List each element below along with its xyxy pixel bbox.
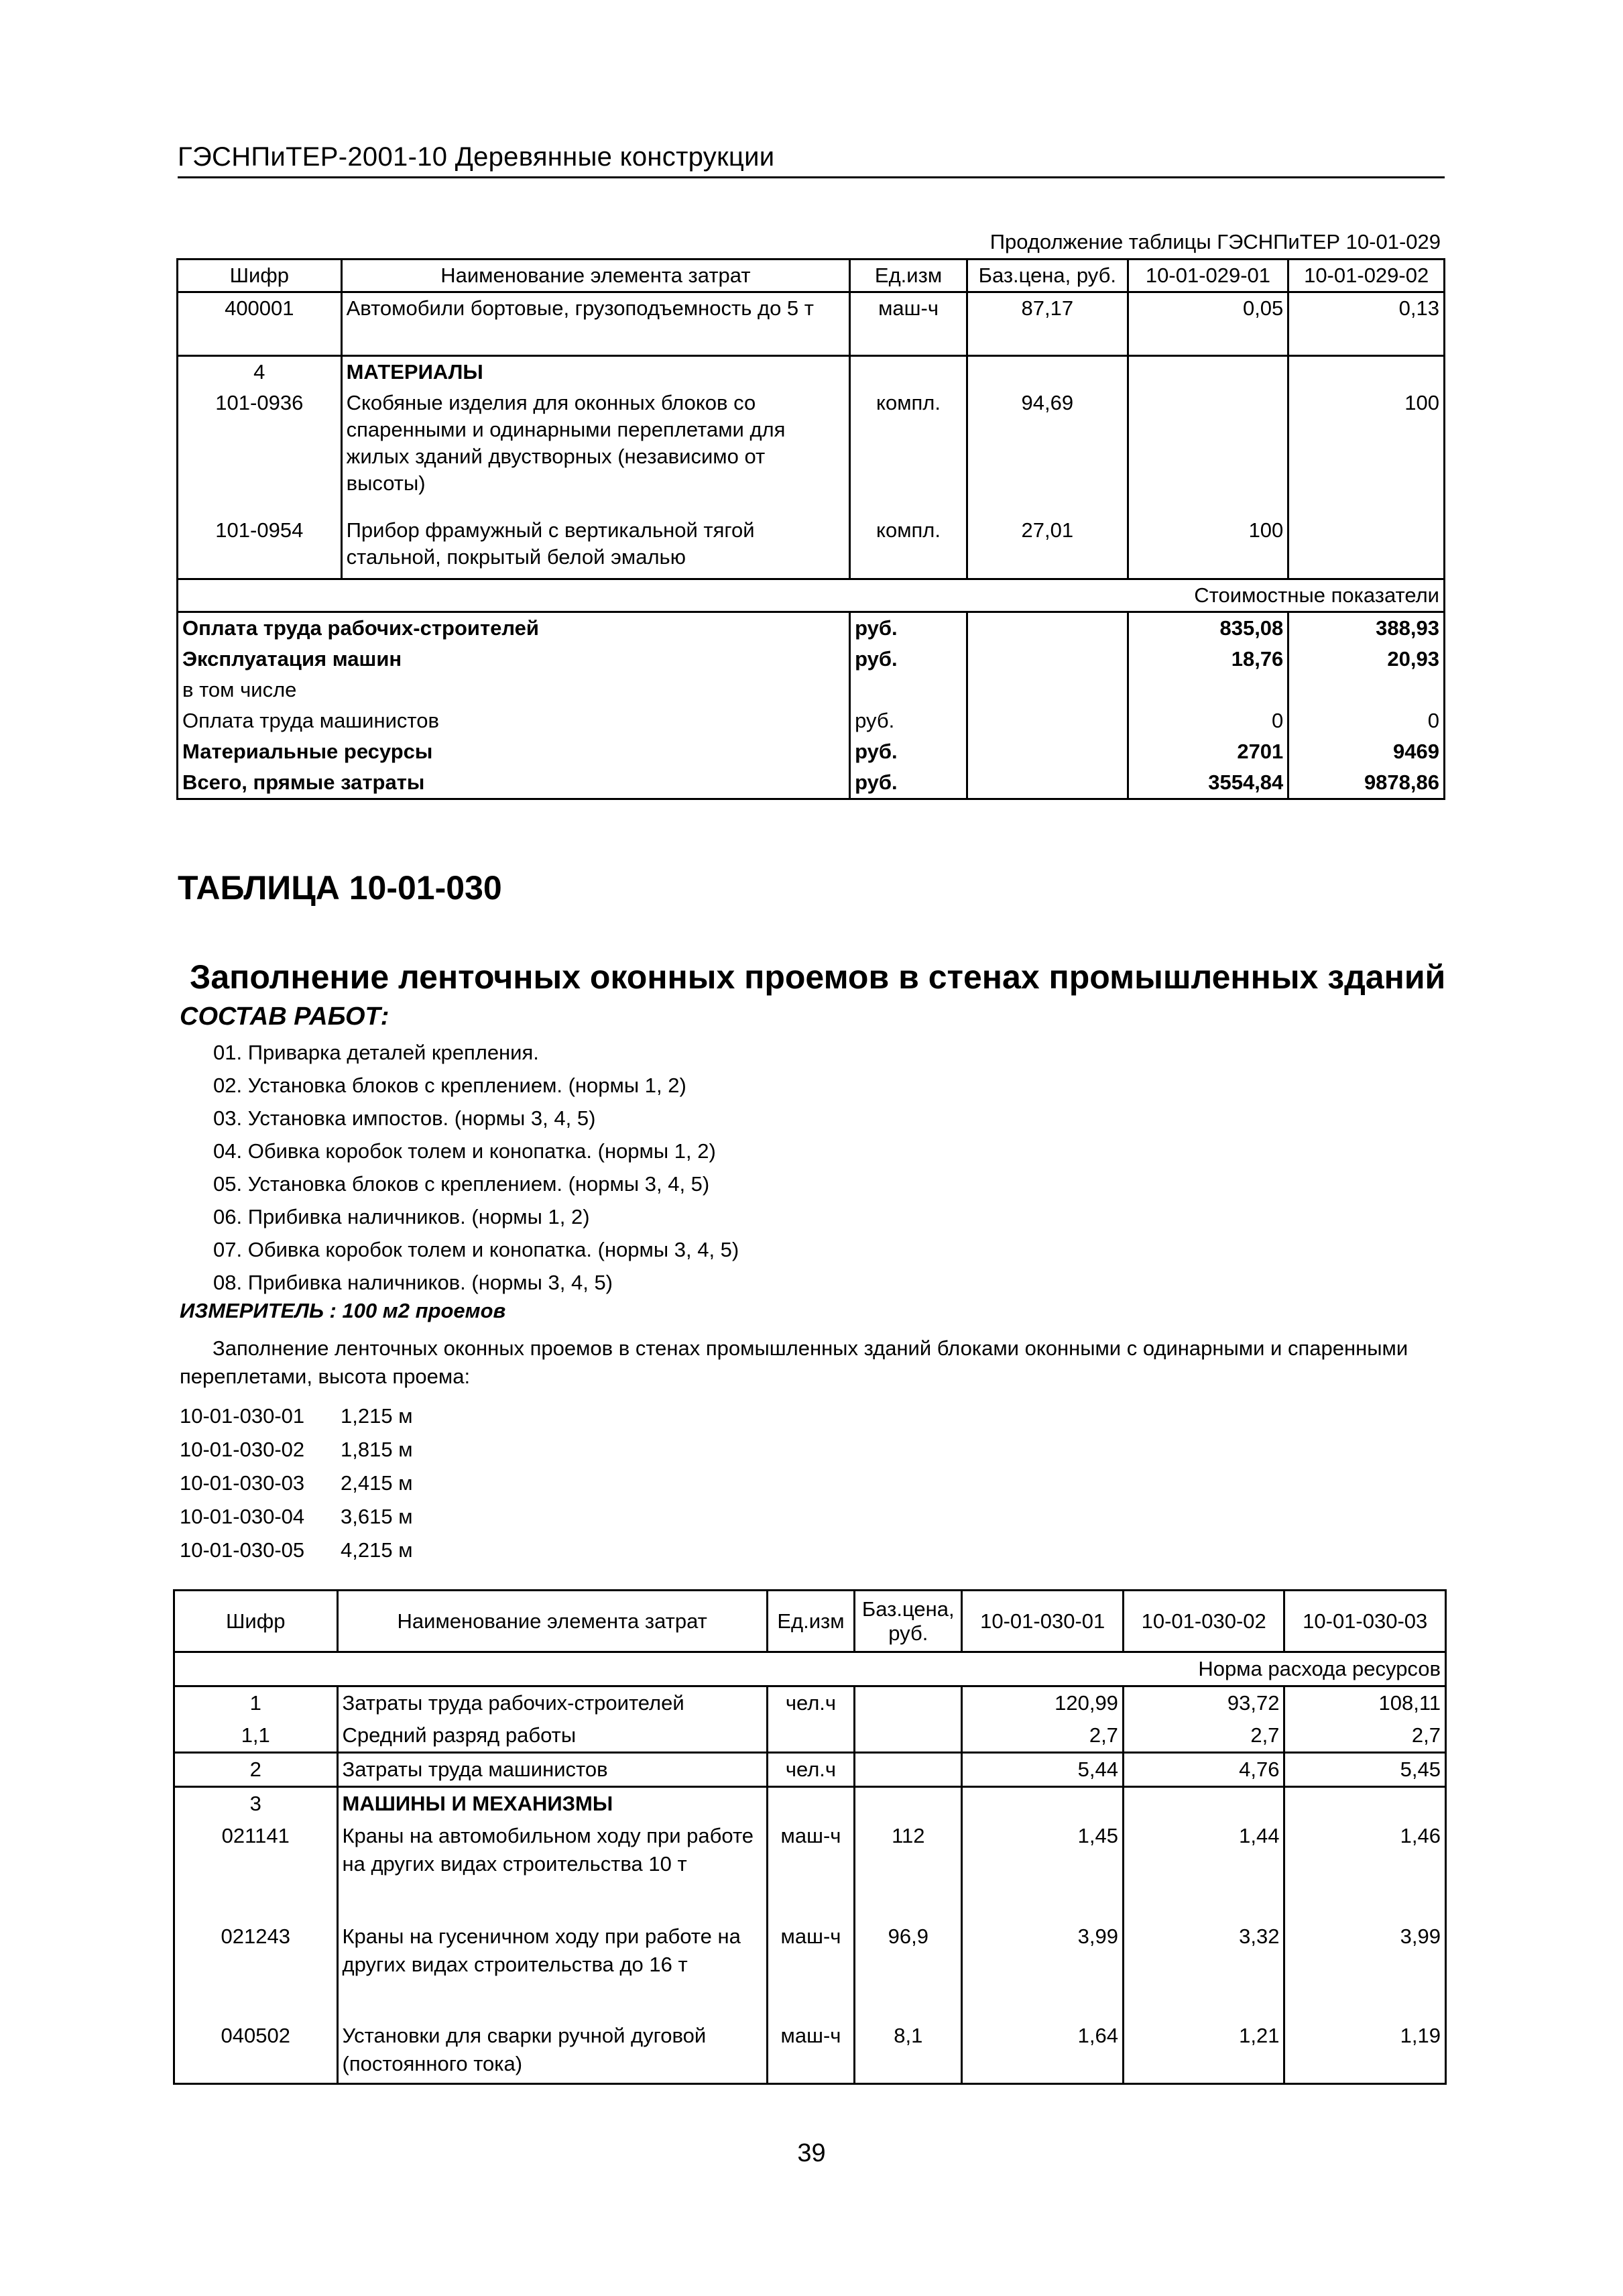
- list-item: [180, 1500, 413, 1534]
- norm-height: 2,415 м: [341, 1471, 413, 1495]
- list-item: 03. Установка импостов. (нормы 3, 4, 5): [213, 1106, 596, 1130]
- table-row: [174, 1820, 1446, 1920]
- table-10-01-029: [176, 258, 1445, 800]
- cell-value: 1,46: [1284, 1820, 1446, 1920]
- page-number: 39: [797, 2139, 826, 2167]
- norm-height: 1,215 м: [341, 1404, 413, 1428]
- cell-value: 3,32: [1123, 1920, 1284, 2020]
- cell-value: 0,05: [1128, 292, 1288, 356]
- cell-name: Затраты труда рабочих-строителей: [337, 1686, 767, 1720]
- cost-unit: руб.: [850, 767, 967, 799]
- cell-value: 1,64: [962, 2020, 1124, 2083]
- cell-code: 101-0936: [178, 388, 342, 515]
- cost-label: Эксплуатация машин: [178, 644, 850, 675]
- cell-value: 100: [1288, 388, 1445, 515]
- cost-row: [178, 705, 1445, 736]
- cell-value: [1123, 1787, 1284, 1821]
- cost-value: 0: [1128, 705, 1288, 736]
- cost-label: Оплата труда машинистов: [178, 705, 850, 736]
- cell-unit: маш-ч: [767, 1920, 854, 2020]
- table-header-row: [178, 260, 1445, 292]
- cell-price: [855, 1787, 962, 1821]
- list-item: [180, 1433, 413, 1467]
- norm-code: 10-01-030-05: [180, 1538, 305, 1562]
- cell-code: 021141: [174, 1820, 338, 1920]
- cost-unit: [850, 675, 967, 705]
- cell-price: [855, 1719, 962, 1753]
- list-item: [180, 1399, 413, 1433]
- cost-unit: руб.: [850, 705, 967, 736]
- cell-code: 4: [178, 356, 342, 388]
- list-item: 07. Обивка коробок толем и конопатка. (нормы 3, 4, 5): [213, 1238, 739, 1261]
- cell-name: МАТЕРИАЛЫ: [341, 356, 850, 388]
- list-item: 08. Прибивка наличников. (нормы 3, 4, 5): [213, 1271, 613, 1294]
- cell-unit: маш-ч: [850, 292, 967, 356]
- work-list: [213, 1036, 739, 1299]
- cell-value: [1288, 515, 1445, 579]
- column-header: 10-01-029-01: [1128, 260, 1288, 292]
- norm-code: 10-01-030-03: [180, 1471, 305, 1495]
- cell-value: 2,7: [962, 1719, 1124, 1753]
- table-row: [178, 388, 1445, 515]
- cost-row: [178, 644, 1445, 675]
- cell-name: Краны на автомобильном ходу при работе на других видах строительства 10 т: [337, 1820, 767, 1920]
- cell-name: Скобяные изделия для оконных блоков со спаренными и одинарными переплетами для жилых зданий двустворных (независимо от высоты): [341, 388, 850, 515]
- list-item: 06. Прибивка наличников. (нормы 1, 2): [213, 1205, 590, 1228]
- table-row: [174, 1753, 1446, 1787]
- cost-label: Оплата труда рабочих-строителей: [178, 612, 850, 644]
- norm-height: 1,815 м: [341, 1438, 413, 1461]
- cell-value: [1284, 1787, 1446, 1821]
- empty-cell: [967, 767, 1128, 799]
- list-item: 05. Установка блоков с креплением. (нормы 3, 4, 5): [213, 1172, 710, 1196]
- empty-cell: [967, 705, 1128, 736]
- cost-unit: руб.: [850, 612, 967, 644]
- list-item: 02. Установка блоков с креплением. (нормы 1, 2): [213, 1074, 686, 1097]
- cell-value: 2,7: [1123, 1719, 1284, 1753]
- table-row: [178, 292, 1445, 356]
- cost-row: [178, 675, 1445, 705]
- cost-value: 9469: [1288, 736, 1445, 767]
- cell-value: 3,99: [1284, 1920, 1446, 2020]
- column-header: Ед.изм: [767, 1591, 854, 1652]
- section-subtitle: Заполнение ленточных оконных проемов в стенах промышленных зданий: [190, 958, 1446, 996]
- cell-value: 108,11: [1284, 1686, 1446, 1720]
- table-header-row: [174, 1591, 1446, 1652]
- cell-code: 1: [174, 1686, 338, 1720]
- cell-unit: маш-ч: [767, 1820, 854, 1920]
- cell-value: 4,76: [1123, 1753, 1284, 1787]
- column-header: Баз.цена, руб.: [855, 1591, 962, 1652]
- cell-name: Автомобили бортовые, грузоподъемность до 5 т: [341, 292, 850, 356]
- table-row: [174, 1686, 1446, 1720]
- cost-value: 3554,84: [1128, 767, 1288, 799]
- cell-price: [855, 1686, 962, 1720]
- cell-name: Краны на гусеничном ходу при работе на других видах строительства до 16 т: [337, 1920, 767, 2020]
- cell-price: 112: [855, 1820, 962, 1920]
- cell-name: Средний разряд работы: [337, 1719, 767, 1753]
- cost-unit: руб.: [850, 644, 967, 675]
- table-row: [178, 356, 1445, 388]
- cell-value: 93,72: [1123, 1686, 1284, 1720]
- cell-code: 021243: [174, 1920, 338, 2020]
- cell-unit: [767, 1719, 854, 1753]
- norm-description: Заполнение ленточных оконных проемов в стенах промышленных зданий блоками оконными с одинарными и спаренными переплетами, высота проема:: [180, 1336, 1408, 1388]
- cell-value: 1,21: [1123, 2020, 1284, 2083]
- cost-row: [178, 736, 1445, 767]
- column-header: Шифр: [174, 1591, 338, 1652]
- cost-value: 0: [1288, 705, 1445, 736]
- cost-value: [1288, 675, 1445, 705]
- cell-value: 1,44: [1123, 1820, 1284, 1920]
- cost-value: 18,76: [1128, 644, 1288, 675]
- cost-value: 9878,86: [1288, 767, 1445, 799]
- cost-row: [178, 612, 1445, 644]
- norm-code-list: [180, 1399, 413, 1567]
- cell-value: 1,45: [962, 1820, 1124, 1920]
- table-10-01-030: [173, 1589, 1447, 2085]
- list-item: [180, 1534, 413, 1567]
- cost-label: Материальные ресурсы: [178, 736, 850, 767]
- cell-value: 5,44: [962, 1753, 1124, 1787]
- cell-code: 400001: [178, 292, 342, 356]
- cost-label: Всего, прямые затраты: [178, 767, 850, 799]
- table-row: [174, 1920, 1446, 2020]
- column-header: 10-01-030-01: [962, 1591, 1124, 1652]
- list-item: 01. Приварка деталей крепления.: [213, 1041, 539, 1064]
- column-header: Шифр: [178, 260, 342, 292]
- cell-unit: чел.ч: [767, 1753, 854, 1787]
- table-row: [178, 515, 1445, 579]
- cell-value: 0,13: [1288, 292, 1445, 356]
- table-row: [174, 1787, 1446, 1821]
- cost-value: 835,08: [1128, 612, 1288, 644]
- column-header: 10-01-030-03: [1284, 1591, 1446, 1652]
- column-header: 10-01-029-02: [1288, 260, 1445, 292]
- column-header: Наименование элемента затрат: [337, 1591, 767, 1652]
- cost-value: [1128, 675, 1288, 705]
- norm-header: Норма расхода ресурсов: [174, 1652, 1446, 1686]
- cell-code: 3: [174, 1787, 338, 1821]
- column-header: Ед.изм: [850, 260, 967, 292]
- cell-name: Прибор фрамужный с вертикальной тягой стальной, покрытый белой эмалью: [341, 515, 850, 579]
- column-header: Наименование элемента затрат: [341, 260, 850, 292]
- cost-unit: руб.: [850, 736, 967, 767]
- cost-value: 2701: [1128, 736, 1288, 767]
- cost-value: 388,93: [1288, 612, 1445, 644]
- cell-value: [1288, 356, 1445, 388]
- table-row: [174, 1719, 1446, 1753]
- cost-value: 20,93: [1288, 644, 1445, 675]
- column-header: 10-01-030-02: [1123, 1591, 1284, 1652]
- empty-cell: [967, 644, 1128, 675]
- cost-header-row: [178, 579, 1445, 612]
- cell-value: 100: [1128, 515, 1288, 579]
- cell-price: 94,69: [967, 388, 1128, 515]
- cell-unit: маш-ч: [767, 2020, 854, 2083]
- column-header: Баз.цена, руб.: [967, 260, 1128, 292]
- empty-cell: [967, 675, 1128, 705]
- cell-unit: компл.: [850, 515, 967, 579]
- cell-value: [962, 1787, 1124, 1821]
- table-continuation-note: Продолжение таблицы ГЭСНПиТЕР 10-01-029: [989, 230, 1441, 253]
- norm-code: 10-01-030-04: [180, 1505, 305, 1528]
- cell-code: 101-0954: [178, 515, 342, 579]
- work-composition-label: СОСТАВ РАБОТ:: [180, 1002, 389, 1031]
- empty-cell: [967, 612, 1128, 644]
- table-row: [174, 2020, 1446, 2083]
- norm-code: 10-01-030-01: [180, 1404, 305, 1428]
- cell-price: 27,01: [967, 515, 1128, 579]
- cell-value: [1128, 356, 1288, 388]
- cost-row: [178, 767, 1445, 799]
- page-header: ГЭСНПиТЕР-2001-10 Деревянные конструкции: [178, 142, 1445, 178]
- measure-unit: ИЗМЕРИТЕЛЬ : 100 м2 проемов: [180, 1299, 506, 1322]
- norm-height: 3,615 м: [341, 1505, 413, 1528]
- cell-value: 3,99: [962, 1920, 1124, 2020]
- cell-name: МАШИНЫ И МЕХАНИЗМЫ: [337, 1787, 767, 1821]
- norm-header-row: [174, 1652, 1446, 1686]
- cell-value: 1,19: [1284, 2020, 1446, 2083]
- cell-name: Установки для сварки ручной дуговой (постоянного тока): [337, 2020, 767, 2083]
- norm-height: 4,215 м: [341, 1538, 413, 1562]
- cell-price: 96,9: [855, 1920, 962, 2020]
- cell-unit: чел.ч: [767, 1686, 854, 1720]
- norm-code: 10-01-030-02: [180, 1438, 305, 1461]
- list-item: 04. Обивка коробок толем и конопатка. (нормы 1, 2): [213, 1139, 716, 1163]
- cell-price: [855, 1753, 962, 1787]
- cell-unit: [767, 1787, 854, 1821]
- cell-name: Затраты труда машинистов: [337, 1753, 767, 1787]
- cell-code: 2: [174, 1753, 338, 1787]
- cell-value: 2,7: [1284, 1719, 1446, 1753]
- cell-unit: [850, 356, 967, 388]
- table-title: ТАБЛИЦА 10-01-030: [178, 869, 502, 907]
- cell-value: 120,99: [962, 1686, 1124, 1720]
- cell-price: [967, 356, 1128, 388]
- cost-label: в том числе: [178, 675, 850, 705]
- cost-header: Стоимостные показатели: [178, 579, 1445, 612]
- empty-cell: [967, 736, 1128, 767]
- cell-value: [1128, 388, 1288, 515]
- cell-unit: компл.: [850, 388, 967, 515]
- list-item: [180, 1467, 413, 1500]
- cell-price: 87,17: [967, 292, 1128, 356]
- cell-price: 8,1: [855, 2020, 962, 2083]
- cell-code: 1,1: [174, 1719, 338, 1753]
- cell-value: 5,45: [1284, 1753, 1446, 1787]
- cell-code: 040502: [174, 2020, 338, 2083]
